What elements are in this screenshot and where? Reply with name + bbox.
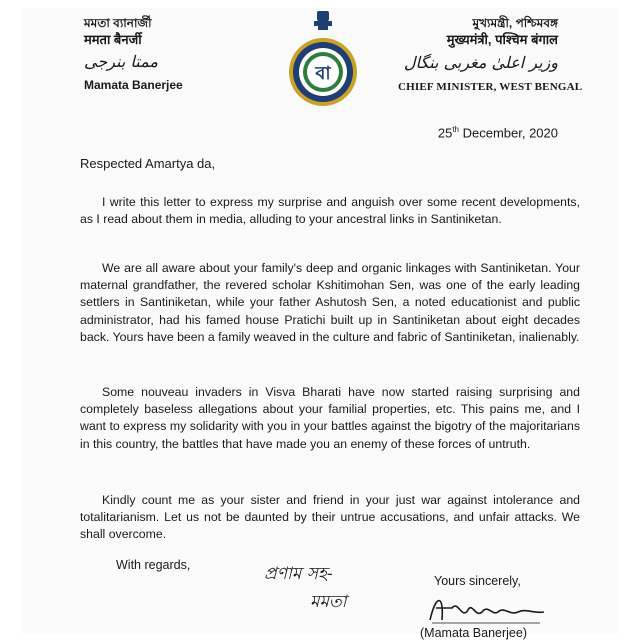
designation-bengali: মুখ্যমন্ত্রী, পশ্চিমবঙ্গ <box>472 16 558 30</box>
svg-text:বা: বা <box>315 63 331 84</box>
handwritten-line-1: প্রণাম সহ- <box>264 564 333 584</box>
date-rest: December, 2020 <box>458 125 558 141</box>
paragraph-3 <box>80 384 580 453</box>
closing-yours-sincerely: Yours sincerely, <box>434 574 521 588</box>
paragraph-text: We are all aware about your family's deep and organic linkages with Santiniketan. Your maternal grandfather, the revered scholar Kshitimohan Sen, was one of the early leading settlers in Santiniketan, while your father Ashutosh Sen, a noted educationist and public administrator, had his famed house Pratichi built up in Santiniketan about eight decades back. Yours have been a family weaved in the culture and fabric of Santiniketan, inalienably. <box>80 261 580 344</box>
letterhead-left <box>84 16 244 92</box>
designation-hindi: मुख्यमंत्री, पश्चिम बंगाल <box>446 32 558 47</box>
ashoka-lion-capital-icon <box>314 11 332 30</box>
designation-english: CHIEF MINISTER, WEST BENGAL <box>398 81 583 93</box>
closing-signatory-name: (Mamata Banerjee) <box>420 626 527 640</box>
salutation: Respected Amartya da, <box>80 156 216 171</box>
letter-date <box>438 125 558 140</box>
closing-regards: With regards, <box>116 558 191 572</box>
name-english: Mamata Banerjee <box>84 78 183 92</box>
date-day: 25 <box>437 125 453 141</box>
signature-icon <box>422 590 552 626</box>
paragraph-4 <box>80 492 580 544</box>
name-hindi: ममता बैनर्जी <box>84 32 142 47</box>
paragraph-text: I write this letter to express my surprise and anguish over some recent developments, as I read about them in media, alluding to your ancestral links in Santiniketan. <box>80 195 580 227</box>
date-suffix: th <box>452 125 459 134</box>
letterhead-right <box>398 16 583 93</box>
paragraph-text: Some nouveau invaders in Visva Bharati have now started raising surprising and completely baseless allegations about your familial properties, etc. This pains me, and I want to express my solidarity with you in your battles against the bigotry of the majoritarians in this country, the battles that have made you an enemy of these forces of untruth. <box>80 385 580 451</box>
name-urdu: ممتا بنرجی <box>84 52 158 71</box>
handwritten-note <box>264 560 347 616</box>
handwritten-line-2: মমতা <box>310 592 347 612</box>
paragraph-2 <box>80 260 580 346</box>
west-bengal-emblem <box>284 8 362 120</box>
letter-page <box>22 8 618 640</box>
designation-urdu: وزیر اعلیٰ مغربی بنگال <box>403 53 558 72</box>
paragraph-1 <box>80 194 580 228</box>
name-bengali: মমতা ব্যানার্জী <box>84 16 152 30</box>
paragraph-text: Kindly count me as your sister and friend in your just war against intolerance and totalitarianism. Let us not be daunted by their untrue accusations, and unfair attacks. We shall overcome. <box>80 493 580 542</box>
